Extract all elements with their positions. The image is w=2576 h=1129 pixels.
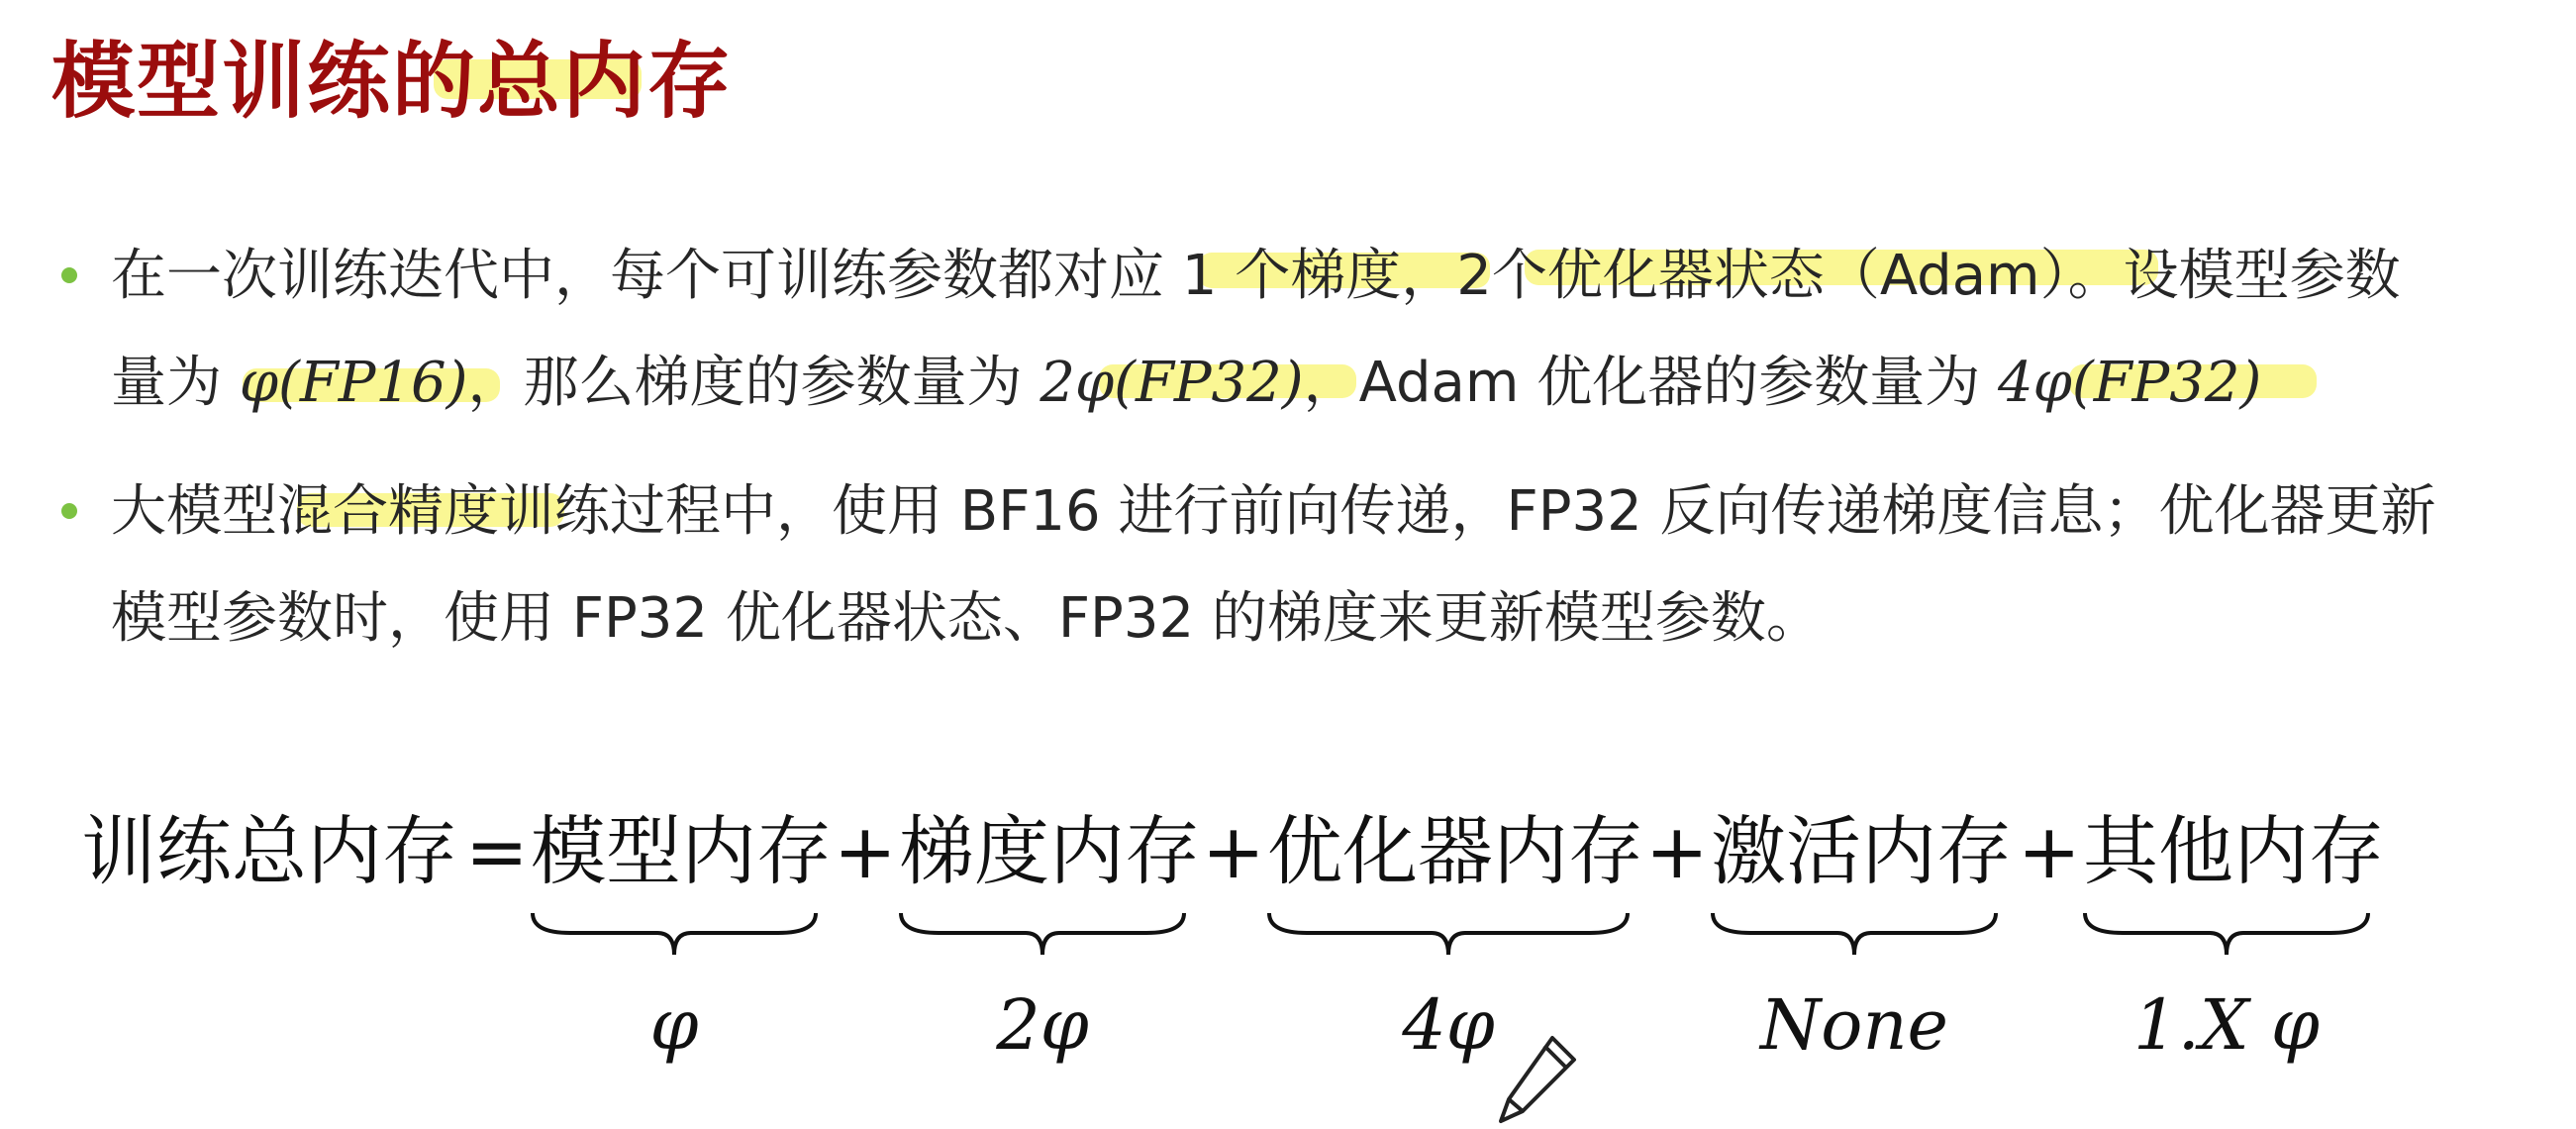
bullet-dot: [61, 267, 77, 283]
pencil-icon: [1493, 1030, 1582, 1129]
math-phi-fp16: φ(FP16): [239, 351, 468, 415]
value-activation: None: [1760, 984, 1948, 1066]
value-other: 1.X φ: [2133, 984, 2320, 1066]
math-4phi-fp32: 4φ(FP32): [1998, 351, 2262, 415]
bullet-line: 量为 φ(FP16)，那么梯度的参数量为 2φ(FP32)，Adam 优化器的参数量为 4φ(FP32): [111, 351, 2262, 415]
formula-lhs: 训练总内存: [81, 807, 457, 895]
formula-plus: +: [1645, 807, 1709, 895]
bullet-item: [55, 459, 2560, 672]
math-2phi-fp32: 2φ(FP32): [1040, 351, 1304, 415]
formula-plus: +: [834, 807, 897, 895]
value-optimizer: 4φ: [1402, 984, 1495, 1066]
value-gradient: 2φ: [996, 984, 1089, 1066]
underbrace-optimizer: [1267, 911, 1630, 961]
bullet-dot: [61, 503, 77, 519]
formula-plus: +: [1202, 807, 1265, 895]
bullet-list: [55, 223, 2560, 694]
page-title: 模型训练的总内存: [51, 33, 734, 130]
bullet-line: 模型参数时，使用 FP32 优化器状态、FP32 的梯度来更新模型参数。: [111, 586, 1822, 651]
term-optimizer-memory: 优化器内存: [1267, 807, 1643, 895]
bullet-line: 在一次训练迭代中，每个可训练参数都对应 1 个梯度，2个优化器状态（Adam）。设模型参数: [111, 244, 2401, 308]
underbrace-activation: [1711, 911, 1998, 961]
underbrace-other: [2083, 911, 2370, 961]
term-model-memory: 模型内存: [531, 807, 832, 895]
formula-plus: +: [2018, 807, 2081, 895]
underbrace-gradient: [899, 911, 1186, 961]
bullet-line: 大模型混合精度训练过程中，使用 BF16 进行前向传递，FP32 反向传递梯度信息；优化器更新: [111, 479, 2436, 544]
term-other-memory: 其他内存: [2083, 807, 2384, 895]
term-activation-memory: 激活内存: [1711, 807, 2012, 895]
bullet-item: [55, 223, 2560, 437]
term-gradient-memory: 梯度内存: [899, 807, 1200, 895]
underbrace-model: [531, 911, 818, 961]
value-model: φ: [649, 984, 699, 1066]
formula-equals: =: [465, 807, 529, 895]
